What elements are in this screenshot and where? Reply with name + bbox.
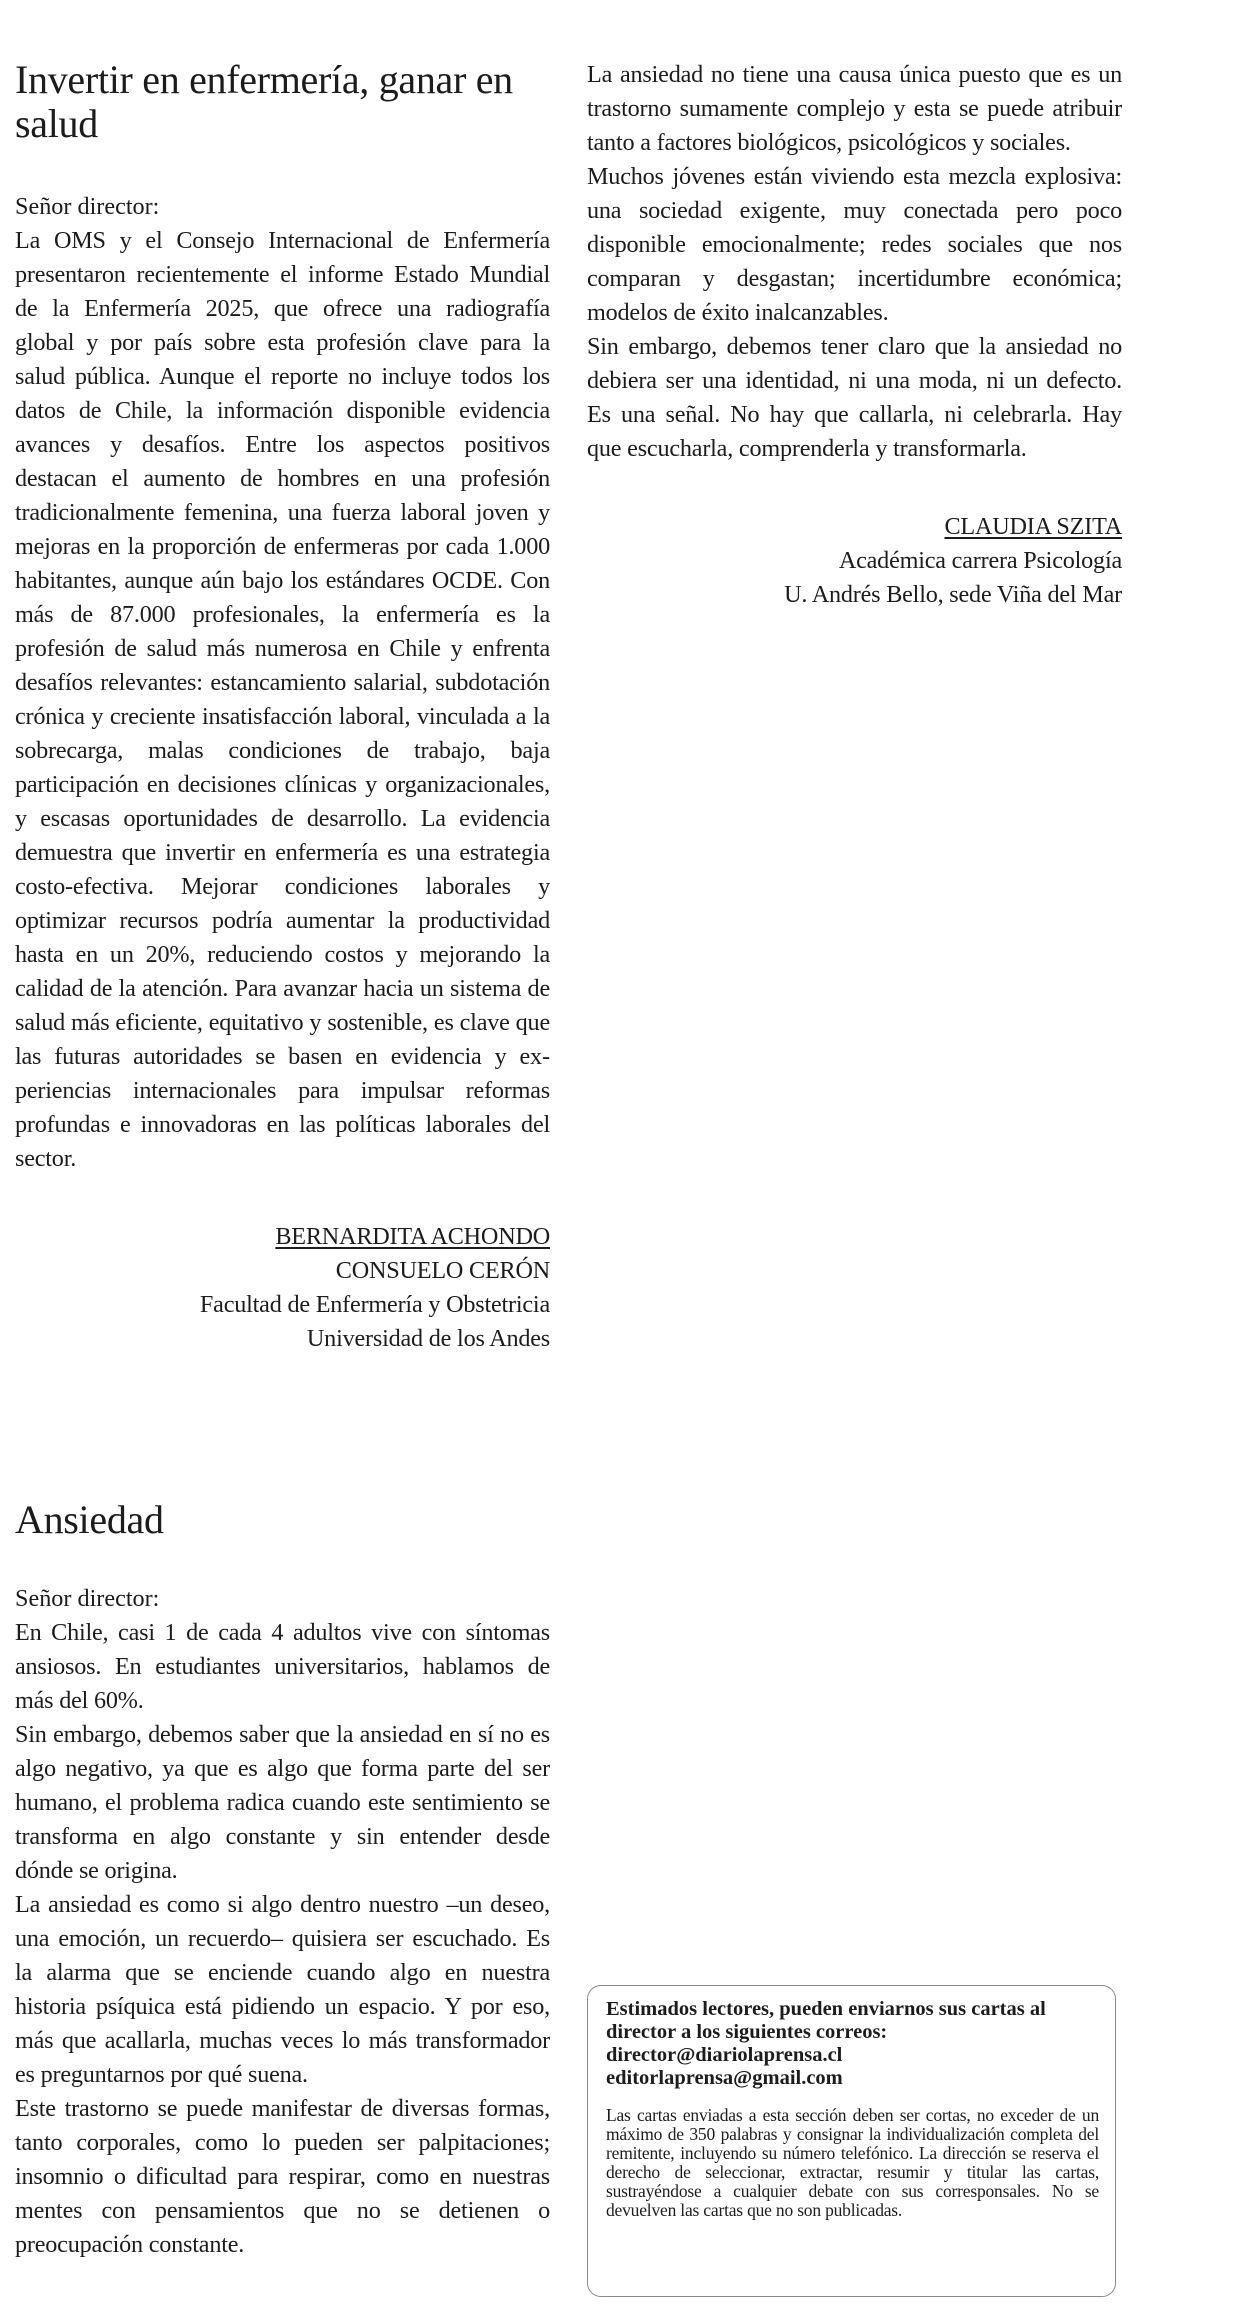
letter-paragraph: Este trastorno se puede manifestar de diversas formas, tanto corporales, como lo pueden ser palpitaciones; insomnio o dificultad para respirar, como en nuestras mentes con pensamientos que no se detienen o preocupación constante. bbox=[15, 2095, 550, 2258]
signature-institution: Universidad de los Andes bbox=[306, 1325, 550, 1352]
letter-title: Ansiedad bbox=[15, 1497, 164, 1542]
signature-author: CLAUDIA SZITA bbox=[944, 513, 1122, 540]
letter-signature bbox=[587, 510, 1122, 612]
email-director[interactable]: director@diariolaprensa.cl bbox=[606, 2044, 843, 2066]
letter-paragraph: La ansiedad es como si algo dentro nuestro –un deseo, una emoción, un recuerdo– quisiera ser escuchado. Es la alarma que se enciende cuando algo en nuestra historia psíquica está pidiendo un espacio. Y por eso, más que acallarla, muchas veces lo más transformador es preguntarnos por qué suena. bbox=[15, 1891, 550, 2088]
letter-anxiety-continued bbox=[587, 58, 1122, 612]
letter-anxiety bbox=[15, 1498, 550, 2262]
letter-body: La OMS y el Consejo Internacional de Enfermería presentaron recientemente el informe Estado Mundial de la Enfermería 2025, que ofrece una radiografía global y por país sobre esta profesión clave para la salud pública. Aunque el reporte no incluye todos los datos de Chile, la información disponible evidencia avances y desafíos. Entre los aspectos positivos destacan el aumento de hombres en una profesión tradicionalmente femenina, una fuerza laboral joven y mejoras en la proporción de enfermeras por cada 1.000 habitantes, aunque aún bajo los estándares OCDE. Con más de 87.000 profesionales, la enfermería es la profesión de salud más numerosa en Chile y enfrenta desafíos relevantes: estancamiento salarial, subdotación crónica y creciente insatisfacción laboral, vinculada a la sobrecarga, malas condiciones de trabajo, baja participación en decisiones clínicas y organizacionales, y escasas oportunidades de desarrollo. La evidencia demuestra que invertir en enfermería es una estrategia costo-efectiva. Mejorar condiciones laborales y optimizar recursos podría aumentar la productividad hasta en un 20%, reduciendo costos y mejorando la calidad de la atención. Para avanzar hacia un sistema de salud más eficiente, equitativo y sostenible, es clave que las futuras autoridades se basen en evidencia y experiencias internacionales para impulsar reformas profundas e innovadoras en las políticas laborales del sector. bbox=[15, 227, 550, 1172]
signature-author-2: CONSUELO CERÓN bbox=[335, 1257, 550, 1284]
signature-affiliation: Facultad de Enfermería y Obstetricia bbox=[199, 1291, 550, 1318]
letter-salutation: Señor director: bbox=[15, 1585, 160, 1612]
letter-paragraph: Muchos jóvenes están viviendo esta mezcla explosiva: una sociedad exigente, muy conectada pero poco disponible emocionalmente; redes sociales que nos comparan y desgastan; incertidumbre económica; modelos de éxito inalcanzables. bbox=[587, 163, 1122, 326]
info-notice: Las cartas enviadas a esta sección deben ser cortas, no exceder de un máximo de 350 palabras y consignar la individualización completa del remitente, incluyendo su número telefónico. La dirección se reserva el derecho de seleccionar, extractar, resumir y titular las cartas, sustrayéndose a cualquier debate con sus corresponsales. No se devuelven las cartas que no son publicadas. bbox=[606, 2105, 1099, 2220]
letter-signature bbox=[15, 1220, 550, 1356]
letter-paragraph: La ansiedad no tiene una causa única puesto que es un trastorno sumamente complejo y esta se puede atribuir tanto a factores biológicos, psicológicos y sociales. bbox=[587, 61, 1122, 156]
letter-nursing bbox=[15, 58, 550, 1356]
info-heading: Estimados lectores, pueden enviarnos sus cartas al director a los siguientes correos: bbox=[606, 1998, 1046, 2043]
signature-institution: U. Andrés Bello, sede Viña del Mar bbox=[784, 581, 1122, 608]
letter-salutation: Señor director: bbox=[15, 193, 160, 220]
signature-affiliation: Académica carrera Psicología bbox=[838, 547, 1122, 574]
letter-paragraph: En Chile, casi 1 de cada 4 adultos vive con síntomas ansiosos. En estudiantes universitarios, hablamos de más del 60%. bbox=[15, 1619, 550, 1714]
email-editor[interactable]: editorlaprensa@gmail.com bbox=[606, 2067, 843, 2089]
letter-paragraph: Sin embargo, debemos tener claro que la ansiedad no debiera ser una identidad, ni una moda, ni un defecto. Es una señal. No hay que callarla, ni celebrarla. Hay que escucharla, comprenderla y transformarla. bbox=[587, 333, 1122, 462]
letters-info-box bbox=[587, 1985, 1116, 2297]
signature-author-1: BERNARDITA ACHONDO bbox=[275, 1223, 550, 1250]
letter-paragraph: Sin embargo, debemos saber que la ansiedad en sí no es algo negativo, ya que es algo que forma parte del ser humano, el problema radica cuando este sentimiento se transforma en algo constante y sin entender desde dónde se origina. bbox=[15, 1721, 550, 1884]
letter-title: Invertir en enfermería, ganar en salud bbox=[15, 57, 513, 146]
